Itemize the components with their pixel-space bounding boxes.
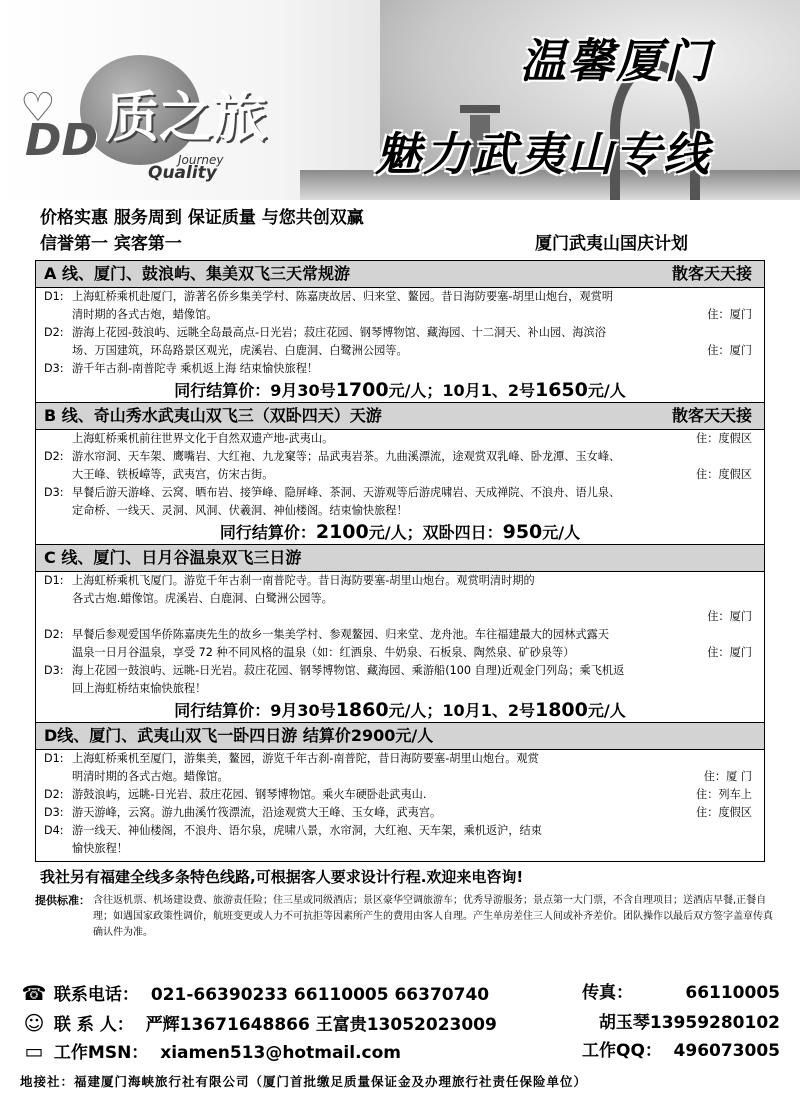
- phone-label: 联系电话：: [53, 985, 139, 1005]
- day-label: D1:: [44, 752, 64, 765]
- fax-label: 传真：: [582, 983, 633, 1003]
- qq-value: 496073005: [673, 1041, 780, 1061]
- day-text: 回上海虹桥结束愉快旅程！: [72, 682, 207, 695]
- provide-text: 含往返机票、机场建设费、旅游责任险；住三星或同级酒店；景区豪华空调旅游车；优秀导游服务；景点第一大门票，不含自理项目；送酒店早餐,正餐自理；如遇国家政策性调价，航班变更或人力不可抗拒等因素所产生的费用由客人自理。产生单房差住三人间或补齐差价。团队操作以最后双方签字盖章传真确认件为准。: [93, 895, 773, 938]
- route-section: [36, 403, 764, 545]
- itinerary-line: [36, 786, 764, 804]
- day-label: D1:: [44, 290, 64, 303]
- logo-quality: Quality: [148, 163, 217, 183]
- itinerary-line: [36, 484, 764, 502]
- computer-icon: ▭: [24, 1039, 44, 1063]
- day-text: 早餐后游天游峰、云窝、晒布岩、接笋峰、隐屏峰、茶洞、天游观等后游虎啸岩、天成禅院、不浪舟、语儿泉、: [72, 486, 621, 499]
- price-value-1: 2100: [315, 521, 369, 543]
- day-text: 温泉一日月谷温泉，享受 72 种不同风格的温泉（如：红酒泉、牛奶泉、石板泉、陶然泉、矿砂泉等）: [72, 646, 575, 659]
- stay-location: 住：厦 门: [703, 770, 752, 783]
- day-text: 游鼓浪屿，远眺-日光岩、菽庄花园、钢琴博物馆。乘火车硬卧赴武夷山.: [72, 788, 427, 801]
- day-text: 各式古炮.蜡像馆。虎溪岩、白鹿洞、白鹭洲公园等。: [72, 592, 333, 605]
- msn-label: 工作MSN：: [53, 1043, 149, 1063]
- stay-location: 住：列车上: [696, 788, 752, 801]
- itinerary-line: [36, 360, 764, 378]
- day-text: 游水帘洞、天车架、鹰嘴岩、大红袍、九龙窠等；品武夷岩茶。九曲溪漂流，途观赏双乳峰、卧龙潭、玉女峰、: [72, 450, 621, 463]
- price-line: [36, 520, 764, 544]
- day-text: 明清时期的各式古炮。蜡像馆。: [72, 770, 229, 783]
- day-text: 大王峰、铁板嶂等，武夷宫，仿宋古街。: [72, 468, 274, 481]
- notice-text: 我社另有福建全线多条特色线路,可根据客人要求设计行程.欢迎来电咨询!: [40, 868, 524, 886]
- company-logo: [20, 55, 280, 185]
- itinerary-line: [36, 626, 764, 644]
- day-label: D1:: [44, 574, 64, 587]
- price-value-1: 1860: [335, 699, 389, 721]
- day-text: 游海上花园-鼓浪屿、远眺全岛最高点-日光岩；菽庄花园、钢琴博物馆、藏海园、十二洞天、补山园、海滨浴: [72, 326, 606, 339]
- itinerary-line: [36, 680, 764, 698]
- phone-icon: ☎: [21, 981, 47, 1005]
- itinerary-line: [36, 342, 764, 360]
- slogan-line2: 信誉第一 宾客第一: [40, 234, 182, 254]
- price-pre: 同行结算价：9月30号: [174, 381, 336, 400]
- route-title-text: C 线、厦门、日月谷温泉双飞三日游: [44, 548, 302, 567]
- day-label: D2:: [44, 628, 64, 641]
- day-label: D3:: [44, 806, 64, 819]
- person-value: 严辉13671648866 王富贵13052023009: [145, 1015, 497, 1035]
- route-title: [36, 545, 764, 572]
- day-label: D3:: [44, 486, 64, 499]
- stay-location: 住：度假区: [696, 468, 752, 481]
- day-label: D3:: [44, 362, 64, 375]
- day-text: 清时期的各式古炮，蜡像馆。: [72, 308, 218, 321]
- price-pre: 同行结算价：9月30号: [174, 701, 336, 720]
- itinerary-line: [36, 768, 764, 786]
- itinerary-line: [36, 324, 764, 342]
- smiley-icon: ☺: [23, 1011, 45, 1035]
- day-label: D3:: [44, 664, 64, 677]
- plan-title: 厦门武夷山国庆计划: [535, 234, 688, 254]
- day-text: 愉快旅程！: [72, 842, 128, 855]
- day-text: 上海虹桥乘机飞厦门。游览千年古刹一南普陀寺。昔日海防要塞-胡里山炮台。观赏明清时期的: [72, 574, 535, 587]
- slogan-line1: 价格实惠 服务周到 保证质量 与您共创双赢: [40, 208, 364, 228]
- price-line: [36, 698, 764, 722]
- price-post: 元/人: [587, 381, 626, 400]
- price-value-2: 950: [502, 521, 543, 543]
- price-post: 元/人: [587, 701, 626, 720]
- day-text: 上海虹桥乘机至厦门，游集美，鳌园，游览千年古刹-南普陀，昔日海防要塞-胡里山炮台。观赏: [72, 752, 539, 765]
- provide-label: 提供标准：: [35, 894, 90, 907]
- contact-phone-row: [20, 980, 780, 1006]
- stay-location: 住：厦门: [707, 308, 752, 321]
- price-post: 元/人: [542, 523, 581, 542]
- itinerary-line: [36, 306, 764, 324]
- route-section: [36, 723, 764, 858]
- stay-location: 住：度假区: [696, 806, 752, 819]
- stay-location: 住：度假区: [696, 432, 752, 445]
- day-label: D2:: [44, 326, 64, 339]
- price-line: [36, 378, 764, 402]
- route-title-text: D线、厦门、武夷山双飞一卧四日游 结算价2900元/人: [44, 726, 434, 745]
- day-text: 游一线天、神仙楼阁，不浪舟、语尔泉，虎啸八景，水帘洞，大红袍、天车架，乘机返沪，结束: [72, 824, 542, 837]
- logo-journey: Journey: [178, 153, 224, 167]
- heart-icon: ♡: [20, 85, 56, 131]
- itinerary-line: [36, 572, 764, 590]
- provide-standards: [35, 893, 775, 941]
- route-title-text: B 线、奇山秀水武夷山双飞三（双卧四天）天游: [44, 406, 382, 425]
- route-title: [36, 261, 764, 288]
- price-pre: 同行结算价：: [219, 523, 316, 542]
- itinerary-line: [36, 840, 764, 858]
- route-title: [36, 403, 764, 430]
- route-section: [36, 545, 764, 723]
- itinerary-line: [36, 662, 764, 680]
- header-banner: [0, 0, 800, 200]
- itinerary-line: [36, 466, 764, 484]
- stay-location: 住：厦门: [707, 610, 752, 623]
- day-text: 游天游峰，云窝。游九曲溪竹筏漂流，沿途观赏大王峰、玉女峰，武夷宫。: [72, 806, 442, 819]
- itinerary-line: [36, 644, 764, 662]
- day-text: 定命桥、一线天、灵洞、风洞、伏羲洞、神仙楼阁。结束愉快旅程！: [72, 504, 408, 517]
- contact-msn-row: [20, 1038, 780, 1064]
- price-mid: 元/人；10月1、2号: [388, 381, 535, 400]
- route-section: [36, 261, 764, 403]
- day-text: 上海虹桥乘机赴厦门，游著名侨乡集美学村、陈嘉庚故居、归来堂、鳌园。昔日海防要塞-胡里山炮台，观赏明: [72, 290, 614, 303]
- route-title: [36, 723, 764, 750]
- itinerary-line: [36, 804, 764, 822]
- footer-agency: 地接社：福建厦门海峡旅行社有限公司（厦门首批缴足质量保证金及办理旅行社责任保险单位）: [20, 1074, 588, 1089]
- person-label: 联 系 人：: [53, 1015, 134, 1035]
- itinerary-line: [36, 608, 764, 626]
- price-value-2: 1800: [534, 699, 588, 721]
- person-extra: 胡玉琴13959280102: [598, 1013, 780, 1033]
- logo-dd: DD: [25, 115, 99, 166]
- itinerary-line: [36, 448, 764, 466]
- day-text: 早餐后参观爱国华侨陈嘉庚先生的故乡一集美学村、参观鳌园、归来堂、龙舟池。车往福建最大的园林式露天: [72, 628, 610, 641]
- itinerary-line: [36, 288, 764, 306]
- fax-value: 66110005: [685, 983, 780, 1003]
- route-title-text: A 线、厦门、鼓浪屿、集美双飞三天常规游: [44, 264, 350, 283]
- day-label: D2:: [44, 450, 64, 463]
- price-value-2: 1650: [534, 379, 588, 401]
- day-text: 上海虹桥乘机前往世界文化于自然双遗产地-武夷山。: [72, 432, 334, 445]
- price-mid: 元/人；10月1、2号: [388, 701, 535, 720]
- day-text: 场、万国建筑，环岛路景区观光，虎溪岩、白鹿洞、白鹭洲公园等。: [72, 344, 408, 357]
- price-value-1: 1700: [335, 379, 389, 401]
- title-line1: 温馨厦门: [520, 34, 712, 88]
- itinerary-line: [36, 430, 764, 448]
- itinerary-line: [36, 502, 764, 520]
- logo-name: 质之旅: [105, 86, 267, 149]
- stay-location: 住：厦门: [707, 344, 752, 357]
- route-tag: 散客天天接: [671, 406, 752, 425]
- routes-table: [35, 260, 765, 862]
- title-line2: 魅力武夷山专线: [375, 127, 711, 181]
- contact-person-row: [20, 1010, 780, 1036]
- day-label: D4:: [44, 824, 64, 837]
- itinerary-line: [36, 750, 764, 768]
- qq-label: 工作QQ：: [582, 1041, 662, 1061]
- day-label: D2:: [44, 788, 64, 801]
- price-mid: 元/人；双卧四日：: [368, 523, 503, 542]
- msn-value: xiamen513@hotmail.com: [160, 1043, 402, 1063]
- phone-value: 021-66390233 66110005 66370740: [150, 985, 490, 1005]
- day-text: 海上花园一鼓浪屿、远眺-日光岩。菽庄花园、钢琴博物馆、藏海园、乘游船(100 自理)近观金门列岛；乘飞机返: [72, 664, 625, 677]
- day-text: 游千年古刹-南普陀寺 乘机返上海 结束愉快旅程！: [72, 362, 319, 375]
- itinerary-line: [36, 590, 764, 608]
- route-tag: 散客天天接: [671, 264, 752, 283]
- itinerary-line: [36, 822, 764, 840]
- stay-location: 住：厦门: [707, 646, 752, 659]
